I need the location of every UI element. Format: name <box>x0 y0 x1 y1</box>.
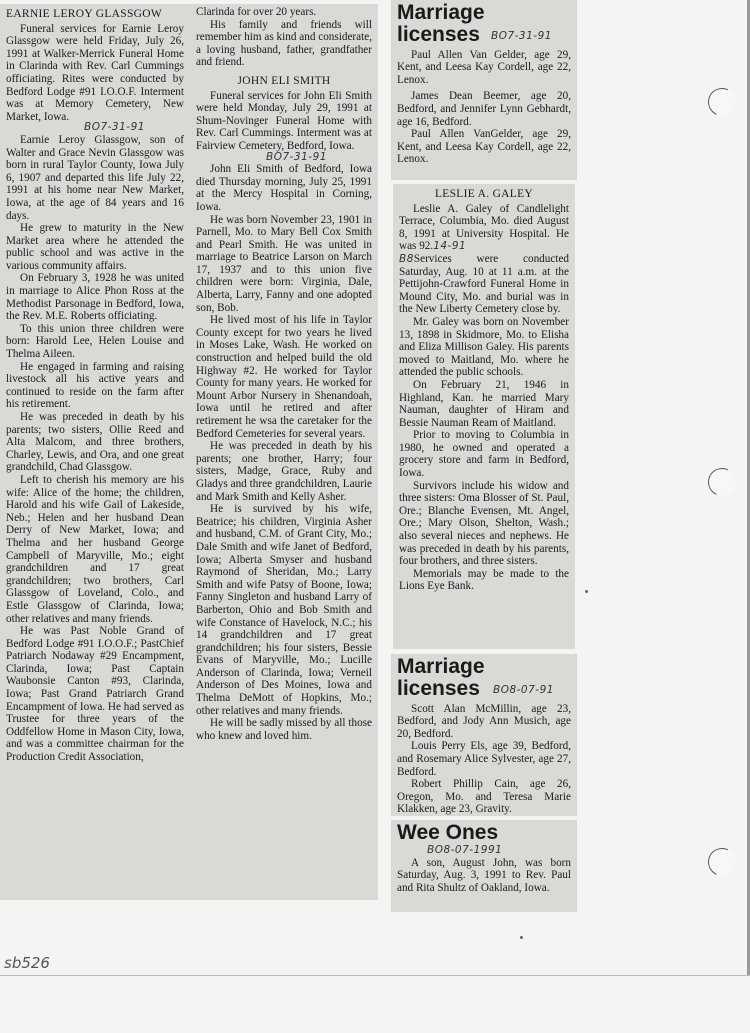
galey-paragraph <box>399 253 569 316</box>
binder-hole <box>704 84 740 120</box>
marriage-licenses-clipping-2 <box>391 654 577 816</box>
wee-ones-clipping <box>391 820 577 912</box>
galey-paragraph: Mr. Galey was born on November 13, 1898 in Skidmore, Mo. to Elisha and Eliza Millison Galey. His parents moved to Maitland, Mo. where he attended the public schools. <box>399 315 569 379</box>
wee-ones-handwritten-date: BO8-07-1991 <box>427 844 503 856</box>
smith-paragraph: He will be sadly missed by all those who knew and loved him. <box>196 717 372 742</box>
smith-paragraph: He was preceded in death by his parents; one brother, Harry; four sisters, Madge, Grace, Ruby and Gladys and three grandchildren, Laurie and Mark Smith and Kelly Asher. <box>196 440 372 503</box>
glassgow-paragraph: To this union three children were born: Harold Lee, Helen Louise and Thelma Aileen. <box>6 322 184 361</box>
smith-paragraph: He lived most of his life in Taylor County except for two years he lived in Moses Lake, Wash. He worked on construction and helped build the old Highway #2. He worked for Taylor County for many years. He worked for Mount Arbor Nursery in Shenandoah, Iowa until he retired and after retirement he wsa the caretaker for the Bedford Cemeteries for several years. <box>196 314 372 440</box>
smith-paragraph: He was born November 23, 1901 in Parnell, Mo. to Mary Bell Cox Smith and Pearl Smith. He was united in marriage to Beatrice Larson on March 17, 1937 and to this union five children were born: Virginia, Dale, Alberta, Larry, Fanny and one adopted son, Bob. <box>196 213 372 314</box>
glassgow-paragraph: He grew to maturity in the New Market area where he attended the public school and was active in the various community affairs. <box>6 222 184 272</box>
galey-heading: LESLIE A. GALEY <box>434 188 534 200</box>
glassgow-paragraph: On February 3, 1928 he was united in marriage to Alice Phon Ross at the Methodist Parsonage in Bedford, Iowa, the Rev. M.E. Roberts officiating. <box>6 272 184 323</box>
wee-ones-text: A son, August John, was born Saturday, Aug. 3, 1991 to Rev. Paul and Rita Shultz of Oakland, Iowa. <box>397 856 571 894</box>
galey-handwritten-date: 14-91 <box>433 240 467 253</box>
marriage-licenses-title: Marriage licenses <box>397 1 485 46</box>
galey-paragraph: Memorials may be made to the Lions Eye Bank. <box>399 567 569 593</box>
galey-paragraph: On February 21, 1946 in Highland, Kan. he married Mary Nauman, daughter of Hiram and Bessie Nauman Ream of Maitland. <box>399 378 569 429</box>
marriage-license-entry: Louis Perry Els, age 39, Bedford, and Rosemary Alice Sylvester, age 27, Bedford. <box>397 740 571 778</box>
galey-paragraph: Prior to moving to Columbia in 1980, he owned and operated a grocery store and farm in Bedford, Iowa. <box>399 429 569 480</box>
smith-paragraph: Funeral services for John Eli Smith were held Monday, July 29, 1991 at Shum-Novinger Funeral Home with Rev. Carl Cummings. Interment was at Fairview Cemetery, Bedford, Iowa. <box>196 89 372 152</box>
galey-obituary-clipping <box>393 184 575 649</box>
glassgow-paragraph: Earnie Leroy Glassgow, son of Walter and Grace Nevin Glassgow was born in rural Taylor County, Iowa July 6, 1907 and departed this life July 22, 1991 at his home near New Market, Iowa, at the age of 84 years and 16 days. <box>6 133 184 222</box>
marriage-license-entry: Paul Allen Van Gelder, age 29, Kent, and Leesa Kay Cordell, age 22, Lenox. <box>397 48 571 86</box>
page-number-note: sb526 <box>4 954 50 972</box>
page-edge <box>0 975 750 976</box>
galey-paragraph-text: Services were conducted Saturday, Aug. 10 at 11 a.m. at the Pettijohn-Crawford Funeral Home in Mound City, Mo. and burial was in the New Liberty Cemetery close by. <box>399 252 569 316</box>
paper-speck <box>520 936 523 939</box>
wee-ones-title: Wee Ones <box>397 821 499 844</box>
glassgow-paragraph: He was Past Noble Grand of Bedford Lodge #91 I.O.O.F.; PastChief Patriarch Nodaway #29 Encampment, Clarinda, Iowa; Past Captain Waubonsie Canton #93, Clarinda, Iowa; Past Grand Patriarch Grand Encampment of Iowa. He had served as Trustee for three years of the Oddfellow Home in Mason City, Iowa, and was a committee chairman for the Production Credit Association, <box>6 625 185 764</box>
glassgow-handwritten-date: BO7-31-91 <box>84 121 145 134</box>
marriage-licenses-clipping <box>391 0 577 180</box>
smith-paragraph: John Eli Smith of Bedford, Iowa died Thursday morning, July 25, 1991 at the Mercy Hospital in Corning, Iowa. <box>196 163 372 213</box>
smith-paragraph: He is survived by his wife, Beatrice; his children, Virginia Asher and husband, C.M. of Grant City, Mo.; Dale Smith and wife Janet of Bedford, Iowa; Alberta Smyser and husband Raymond of Sheridan, Mo.; Larry Smith and wife Patsy of Boone, Iowa; Fanny Singleton and husband Larry of Barberton, Ohio and Bob Smith and wife Constance of Havelock, N.C.; his 14 grandchildren and 17 great grandchildren; his four sisters, Bessie Evans of Maryville, Mo.; Lucille Anderson of Clarinda, Iowa; Verneil Anderson of Des Moines, Iowa and Thelma DeMott of Hopkins, Mo.; other relatives and many friends. <box>196 503 372 717</box>
galey-paragraph <box>399 203 569 253</box>
glassgow-obituary-clipping <box>0 4 190 900</box>
galey-handwritten-note: B8 <box>399 252 414 265</box>
marriage-handwritten-date: BO8-07-91 <box>493 684 554 696</box>
glassgow-paragraph: He was preceded in death by his parents; two sisters, Ollie Reed and Alta Malcom, and three brothers, Charley, Lewis, and Ora, and one great grandchild, Chad Glassgow. <box>6 411 184 474</box>
glassgow-continuation: Clarinda for over 20 years. <box>196 6 317 18</box>
binder-hole <box>704 464 740 500</box>
marriage-licenses-title: Marriage licenses <box>397 655 485 700</box>
marriage-license-entry: James Dean Beemer, age 20, Bedford, and Jennifer Lynn Gebhardt, age 16, Bedford. <box>397 90 571 128</box>
paper-speck <box>585 590 588 593</box>
glassgow-paragraph: Funeral services for Earnie Leroy Glassgow were held Friday, July 26, 1991 at Walker-Merrick Funeral Home in Clarinda with Rev. Carl Cummings officiating. Rites were conducted by Bedford Lodge #91 I.O.O.F. Interment was at Memory Cemetery, New Market, Iowa. <box>6 22 184 123</box>
smith-handwritten-date: BO7-31-91 <box>266 150 327 163</box>
galey-paragraph: Survivors include his widow and three sisters: Oma Blosser of St. Paul, Ore.; Blanche Evensen, Mt. Angel, Ore.; Mary Olson, Shelton, Wash.; also several nieces and nephews. He was preceded in death by his parents, four brothers, and three sisters. <box>399 479 569 568</box>
marriage-license-entry: Paul Allen VanGelder, age 29, Kent, and Leesa Kay Cordell, age 22, Lenox. <box>397 128 571 166</box>
galey-paragraph-text: Leslie A. Galey of Candlelight Terrace, Columbia, Mo. died August 8, 1991 at University Hospital. He was 92. <box>399 202 569 253</box>
marriage-handwritten-date: BO7-31-91 <box>491 30 552 42</box>
marriage-license-entry: Robert Phillip Cain, age 26, Oregon, Mo. and Teresa Marie Klakken, age 23, Gravity. <box>397 778 571 816</box>
smith-obituary-clipping <box>190 4 378 900</box>
glassgow-heading: EARNIE LEROY GLASSGOW <box>6 8 163 20</box>
glassgow-continuation: His family and friends will remember him as kind and considerate, a loving husband, father, grandfather and friend. <box>196 18 372 69</box>
marriage-license-entry: Scott Alan McMillin, age 23, Bedford, and Jody Ann Musich, age 20, Bedford. <box>397 702 571 740</box>
smith-heading: JOHN ELI SMITH <box>237 74 331 87</box>
glassgow-paragraph: He engaged in farming and raising livestock all his active years and continued to reside on the farm after his retirement. <box>6 360 184 411</box>
glassgow-paragraph: Left to cherish his memory are his wife: Alice of the home; the children, Harold and his wife Gail of Lakeside, Neb.; Helen and her husband Dean Derry of New Market, Iowa; and Thelma and her husband George Campbell of Maryville, Mo.; eight grandchildren and 17 great grandchildren; two brothers, Carl Glassgow of Loveland, Colo., and Estle Glassgow of Clarinda, Iowa; other relatives and many friends. <box>6 473 184 625</box>
binder-hole <box>704 844 740 880</box>
